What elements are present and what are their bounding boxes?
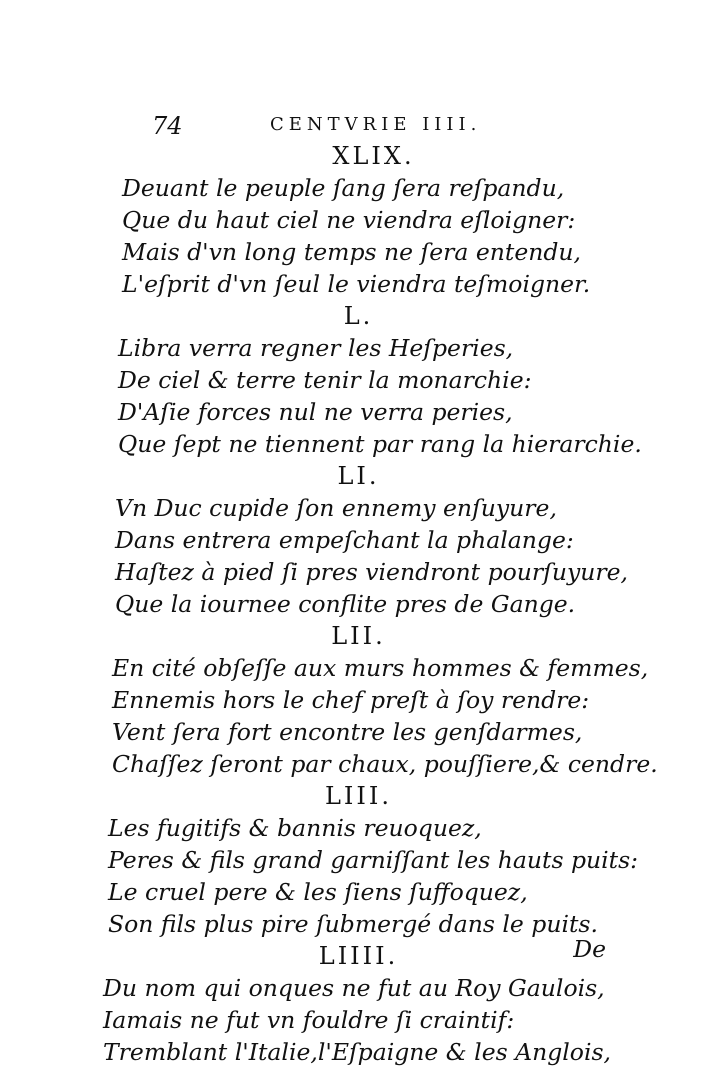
quatrain-number: XLIX.	[332, 142, 415, 170]
verse-line: Mais d'vn long temps ne ſera entendu,	[122, 238, 582, 266]
quatrain-l	[0, 300, 717, 460]
verse-line: Que ſept ne tiennent par rang la hierarchie.	[118, 430, 642, 458]
verse-line: Que la iournee conflite pres de Gange.	[115, 590, 576, 618]
page-number: 74	[152, 112, 183, 140]
quatrain-number: LIIII.	[318, 942, 399, 970]
verse-line: Du nom qui onques ne fut au Roy Gaulois,	[103, 974, 605, 1002]
verse-line: Que du haut ciel ne viendra eſloigner:	[122, 206, 576, 234]
verse-line: Haſtez à pied ſi pres viendront pourſuyure,	[115, 558, 628, 586]
quatrain-liii	[0, 780, 717, 940]
quatrain-lii	[0, 620, 717, 780]
verse-line: L'eſprit d'vn ſeul le viendra teſmoigner.	[122, 270, 591, 298]
verse-line: En cité obſeſſe aux murs hommes & femmes,	[112, 654, 649, 682]
verse-line: Son fils plus pire ſubmergé dans le puits.	[108, 910, 598, 938]
quatrain-xlix	[0, 140, 717, 300]
verse-line: Peres & fils grand garniſſant les hauts puits:	[108, 846, 639, 874]
quatrain-number: LII.	[331, 622, 386, 650]
running-title: CENTVRIE IIII.	[270, 114, 482, 135]
verse-line: De ciel & terre tenir la monarchie:	[118, 366, 532, 394]
verse-line: Le cruel pere & les ſiens ſuffoquez,	[108, 878, 528, 906]
verse-line: Les fugitifs & bannis reuoquez,	[108, 814, 482, 842]
verse-line: Chaſſez ſeront par chaux, pouſſiere,& cendre.	[112, 750, 658, 778]
verse-line: D'Aſie forces nul ne verra peries,	[118, 398, 513, 426]
quatrain-number: L.	[343, 302, 374, 330]
verse-line: Vent ſera fort encontre les genſdarmes,	[112, 718, 583, 746]
verse-line: Vn Duc cupide ſon ennemy enſuyure,	[115, 494, 557, 522]
quatrain-number: LI.	[337, 462, 380, 490]
verse-line: Deuant le peuple ſang ſera reſpandu,	[122, 174, 565, 202]
verse-line: Ennemis hors le chef preſt à ſoy rendre:	[112, 686, 590, 714]
verse-line: Iamais ne fut vn fouldre ſi craintif:	[103, 1006, 515, 1034]
quatrain-text	[0, 140, 717, 1068]
verse-line: Tremblant l'Italie,l'Eſpaigne & les Anglois,	[103, 1038, 611, 1066]
page-header	[0, 112, 717, 142]
quatrain-li	[0, 460, 717, 620]
verse-line: Libra verra regner les Heſperies,	[118, 334, 514, 362]
verse-line: Dans entrera empeſchant la phalange:	[115, 526, 574, 554]
catchword: De	[573, 935, 606, 963]
quatrain-number: LIII.	[324, 782, 392, 810]
